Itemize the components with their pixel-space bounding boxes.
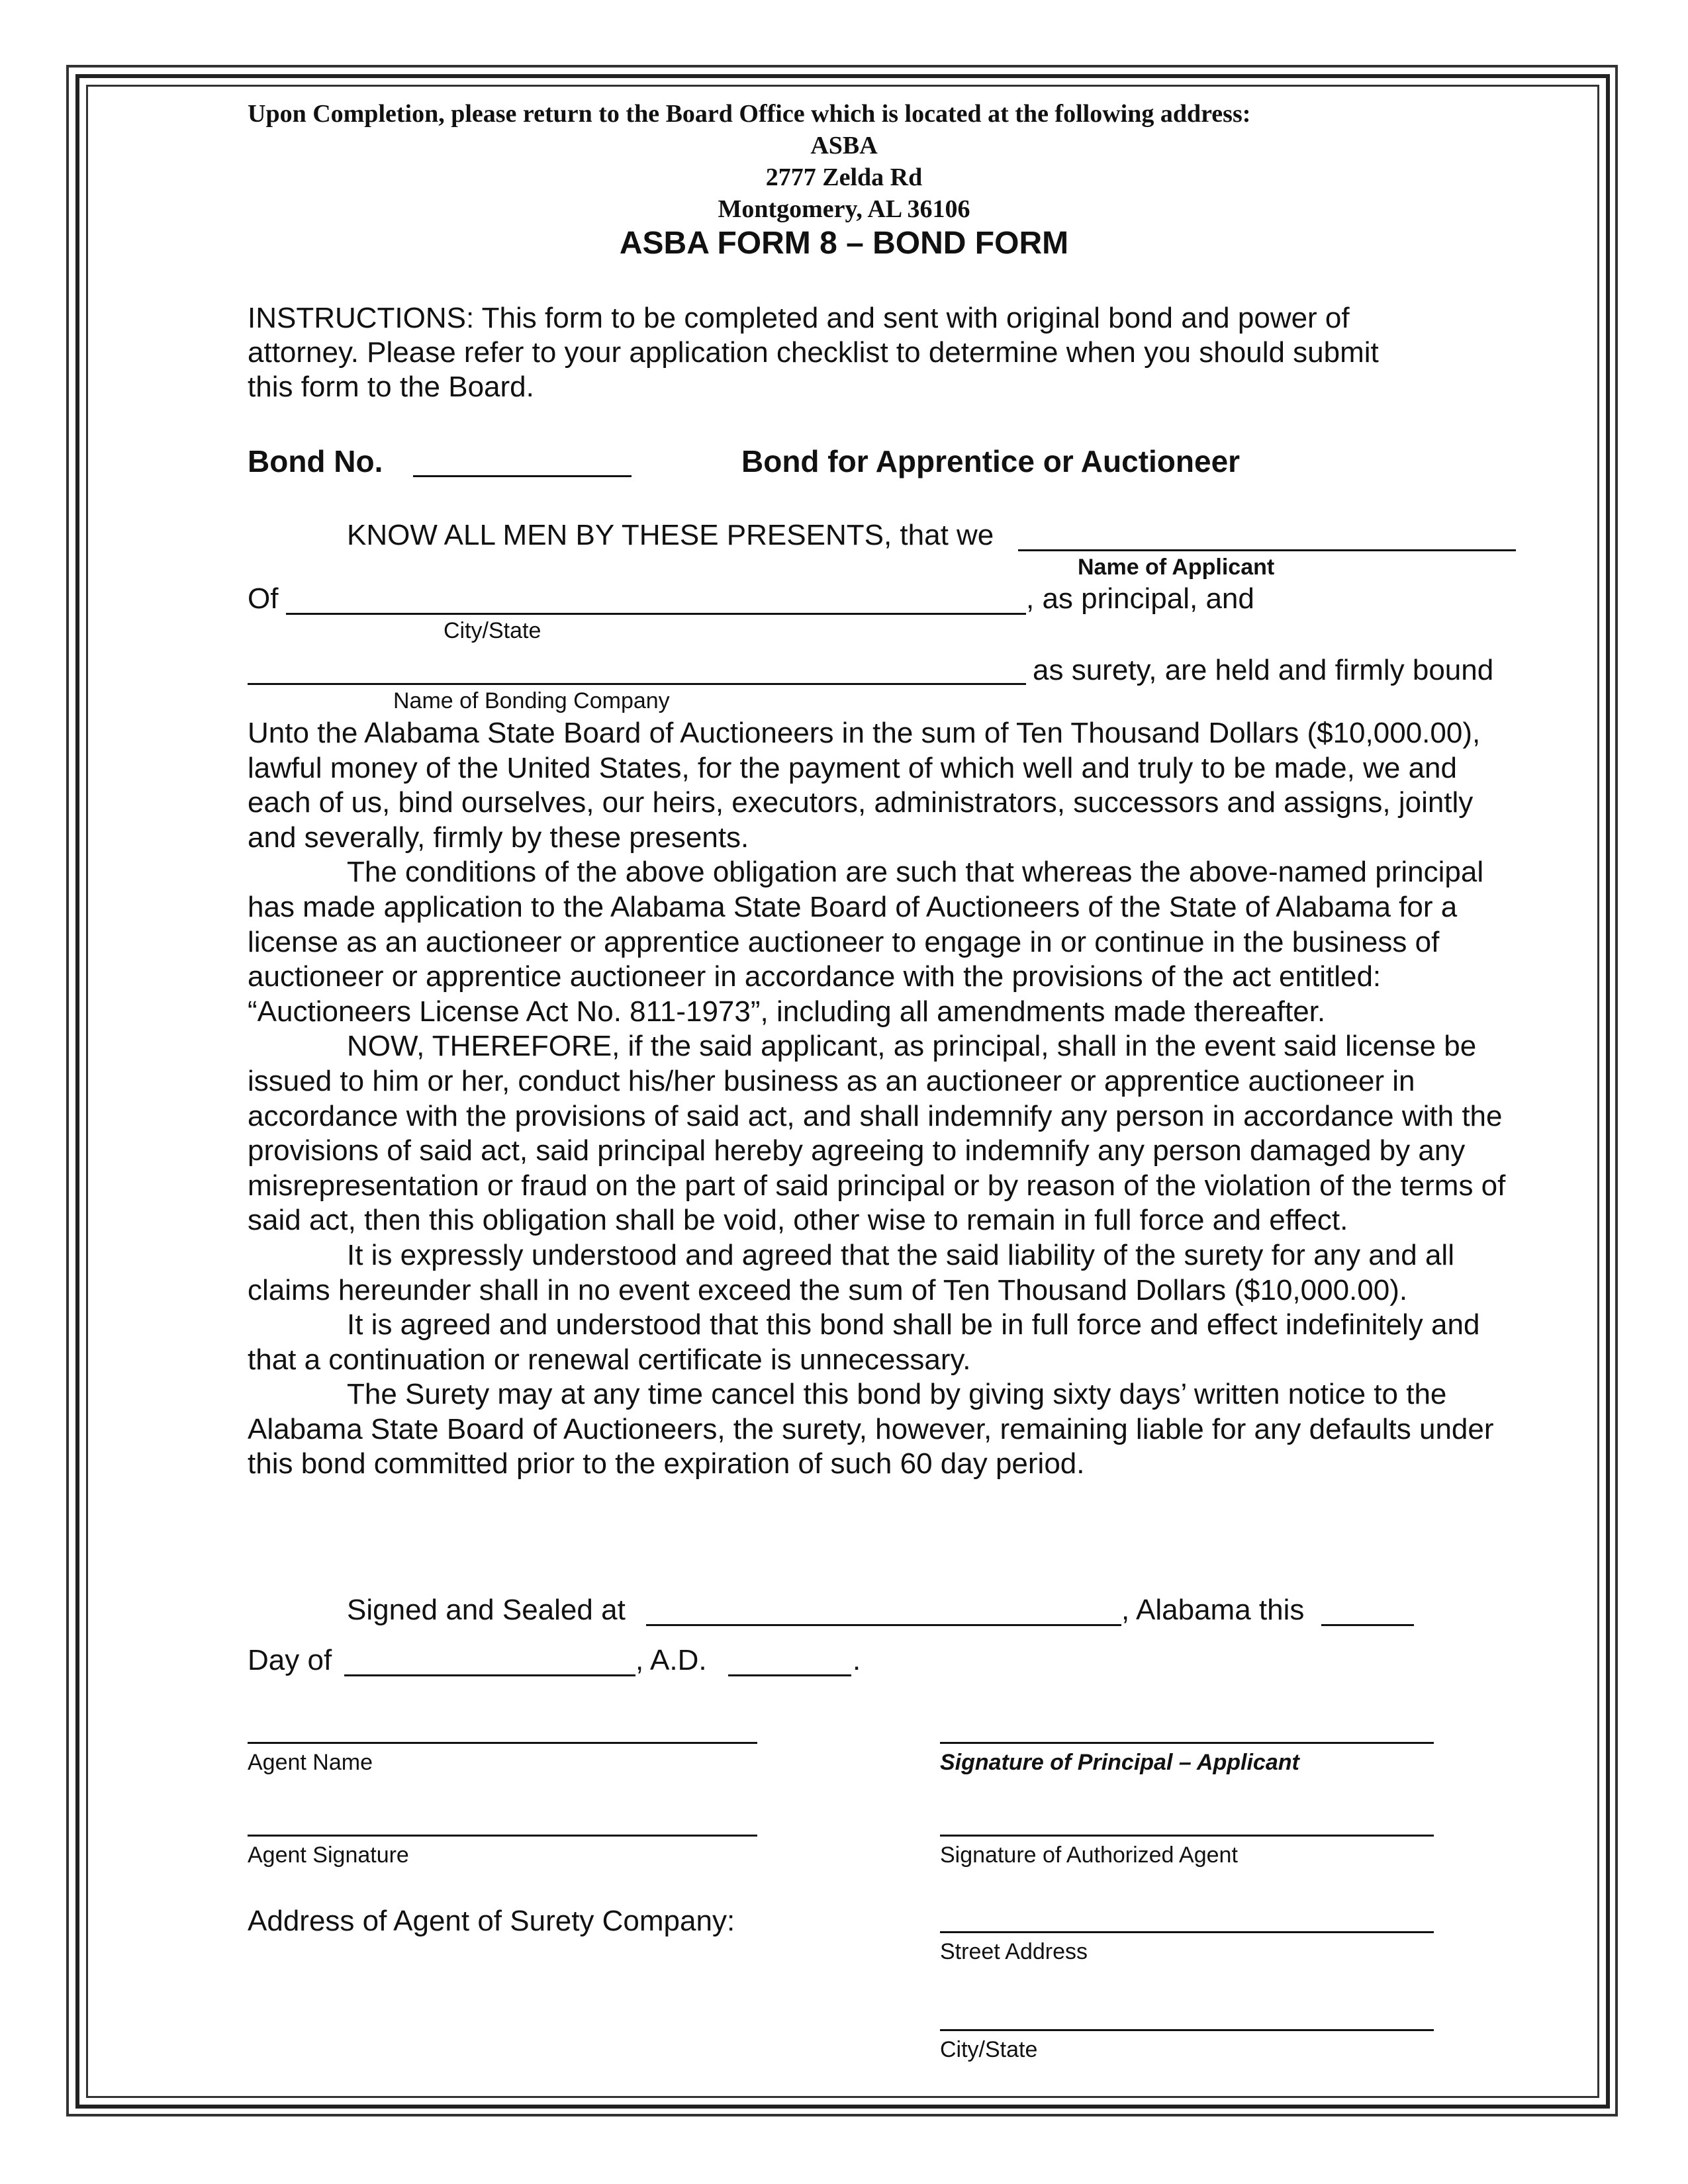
agent-signature-field[interactable] xyxy=(248,1835,757,1837)
city-state-field[interactable] xyxy=(286,613,1026,615)
month-field[interactable] xyxy=(344,1674,635,1676)
org-city: Montgomery, AL 36106 xyxy=(718,195,970,223)
city-state-label: City/State xyxy=(444,618,541,643)
address-heading: Address of Agent of Surety Company: xyxy=(248,1905,735,1937)
org-name: ASBA xyxy=(810,132,878,159)
day-of-text: Day of xyxy=(248,1644,332,1676)
instructions-line-3: this form to the Board. xyxy=(248,371,534,403)
return-instruction: Upon Completion, please return to the Board Office which is located at the following address: xyxy=(248,100,1251,128)
street-address-label: Street Address xyxy=(940,1939,1088,1964)
instructions-line-2: attorney. Please refer to your application checklist to determine when you should submit xyxy=(248,336,1379,369)
agent-name-field[interactable] xyxy=(248,1742,757,1744)
paragraph-now-therefore: NOW, THEREFORE, if the said applicant, as principal, shall in the event said license be issued to him or her, conduct his/her business as an auctioneer or apprentice auctioneer in accordance with the provisions of said act, and shall indemnify any person in accordance with the provisions of said act, said principal hereby agreeing to indemnify any person damaged by any misrepresentation or fraud on the part of said principal or by reason of the violation of the terms of said act, then this obligation shall be void, other wise to remain in full force and effect. xyxy=(248,1030,1506,1237)
paragraph-sum: Unto the Alabama State Board of Auctioneers in the sum of Ten Thousand Dollars ($10,000.00), lawful money of the United States, for the payment of which well and truly to be made, we and each of us, bind ourselves, our heirs, executors, administrators, successors and assigns, jointly and severally, firmly by these presents. xyxy=(248,717,1481,854)
bonding-company-label: Name of Bonding Company xyxy=(393,688,670,713)
authorized-agent-signature-field[interactable] xyxy=(940,1835,1434,1837)
as-principal-text: , as principal, and xyxy=(1026,582,1254,615)
org-street: 2777 Zelda Rd xyxy=(765,163,923,191)
of-label: Of xyxy=(248,582,279,615)
paragraph-liability: It is expressly understood and agreed that the said liability of the surety for any and all claims hereunder shall in no event exceed the sum of Ten Thousand Dollars ($10,000.00). xyxy=(248,1238,1454,1306)
paragraph-full-force: It is agreed and understood that this bond shall be in full force and effect indefinitely and that a continuation or renewal certificate is unnecessary. xyxy=(248,1308,1480,1376)
applicant-name-field[interactable] xyxy=(1018,549,1516,551)
know-all-text: KNOW ALL MEN BY THESE PRESENTS, that we xyxy=(347,519,994,551)
bond-no-label: Bond No. xyxy=(248,444,383,478)
alabama-this-text: , Alabama this xyxy=(1121,1594,1305,1626)
period-text: . xyxy=(853,1644,861,1676)
principal-signature-field[interactable] xyxy=(940,1742,1434,1744)
ad-text: , A.D. xyxy=(635,1644,707,1676)
day-number-field[interactable] xyxy=(1321,1624,1414,1626)
bond-type-title: Bond for Apprentice or Auctioneer xyxy=(741,444,1241,478)
agent-signature-label: Agent Signature xyxy=(248,1843,409,1868)
paragraph-cancel: The Surety may at any time cancel this bond by giving sixty days’ written notice to the Alabama State Board of Auctioneers, the surety, however, remaining liable for any defaults under this bond committed prior to the expiration of such 60 day period. xyxy=(248,1378,1494,1480)
paragraph-conditions: The conditions of the above obligation are such that whereas the above-named principal has made application to the Alabama State Board of Auctioneers of the State of Alabama for a license as an auctioneer or apprentice auctioneer to engage in or continue in the business of auctioneer or apprentice auctioneer in accordance with the provisions of the act entitled: “Auctioneers License Act No. 811-1973”, including all amendments made thereafter. xyxy=(248,856,1484,1028)
bonding-company-field[interactable] xyxy=(248,683,1026,685)
bond-body-text xyxy=(248,716,1525,1482)
applicant-name-label: Name of Applicant xyxy=(1078,555,1275,580)
as-surety-text: as surety, are held and firmly bound xyxy=(1033,654,1494,686)
agent-city-state-field[interactable] xyxy=(940,2029,1434,2031)
agent-city-state-label: City/State xyxy=(940,2037,1038,2062)
street-address-field[interactable] xyxy=(940,1931,1434,1933)
year-field[interactable] xyxy=(728,1674,851,1676)
agent-name-label: Agent Name xyxy=(248,1750,373,1775)
form-title: ASBA FORM 8 – BOND FORM xyxy=(619,226,1069,261)
signed-at-text: Signed and Sealed at xyxy=(347,1594,626,1626)
authorized-agent-signature-label: Signature of Authorized Agent xyxy=(940,1843,1238,1868)
instructions-line-1: INSTRUCTIONS: This form to be completed and sent with original bond and power of xyxy=(248,302,1350,334)
principal-signature-label: Signature of Principal – Applicant xyxy=(940,1750,1299,1775)
signed-location-field[interactable] xyxy=(646,1624,1121,1626)
bond-no-field[interactable] xyxy=(413,475,632,477)
